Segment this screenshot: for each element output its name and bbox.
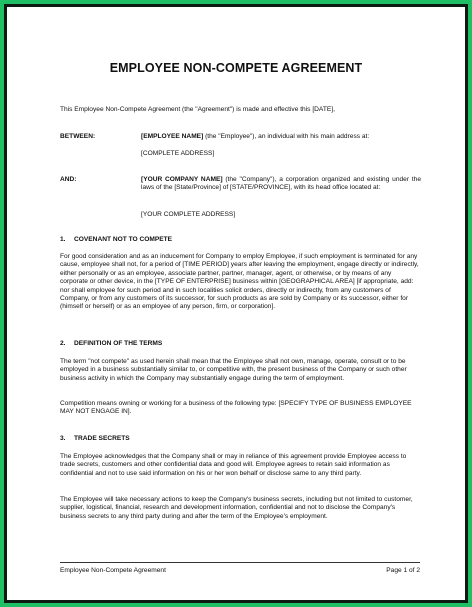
document-title: EMPLOYEE NON-COMPETE AGREEMENT <box>109 61 363 75</box>
between-party <box>141 133 421 141</box>
section-heading <box>60 340 162 348</box>
document-page <box>7 7 465 600</box>
section-number: 3. <box>60 435 66 442</box>
and-label: AND: <box>60 176 77 183</box>
company-address: [YOUR COMPLETE ADDRESS] <box>141 211 236 218</box>
between-text: (the "Employee"), an individual with his main address at: <box>203 133 370 140</box>
section-paragraph: The term "not compete" as used herein shall mean that the Employee shall not own, manage, operate, consult or to be employed in a business substantially similar to, or competitive with, the present business of the Company or such other business activity in which the Company may substantially engage during the term of employment. <box>60 358 407 382</box>
section-heading <box>60 236 172 244</box>
employee-name-placeholder: [EMPLOYEE NAME] <box>141 133 204 140</box>
section-paragraph: For good consideration and as an inducement for Company to employ Employee, if such employment is terminated for any cause, employee shall not, for a period of [TIME PERIOD] years after leaving the employment, engage directly or indirectly, either personally or as an employee, associate partner, partner, manager, agent, or otherwise, or by means of any corporate or other device, in the [TYPE OF ENTERPRISE] business within [GEOGRAPHICAL AREA] [if appropriate, add: nor shall employee for such period and in such localities solicit orders, directly or indirectly, from any customers of Company, or from any customers of its successor, for such products as are sold by Company or its successor, either for (himself or herself) or as an employee of any person, firm, or corporation]. <box>60 253 419 311</box>
section-paragraph: Competition means owning or working for a business of the following type: [SPECIFY TYPE OF BUSINESS EMPLOYEE MAY NOT ENGAGE IN]. <box>60 400 412 416</box>
footer-page-number: Page 1 of 2 <box>386 567 420 574</box>
footer-document-name: Employee Non-Compete Agreement <box>60 567 166 574</box>
section-title: DEFINITION OF THE TERMS <box>74 340 163 347</box>
section-heading <box>60 435 130 443</box>
intro-paragraph: This Employee Non-Compete Agreement (the "Agreement") is made and effective this [DATE], <box>60 106 335 113</box>
section-title: COVENANT NOT TO COMPETE <box>74 236 173 243</box>
between-label: BETWEEN: <box>60 133 96 140</box>
footer-divider <box>60 562 420 563</box>
section-number: 1. <box>60 236 66 243</box>
section-number: 2. <box>60 340 66 347</box>
company-name-placeholder: [YOUR COMPANY NAME] <box>141 176 223 183</box>
employee-address: [COMPLETE ADDRESS] <box>141 150 215 157</box>
section-title: TRADE SECRETS <box>74 435 130 442</box>
section-paragraph: The Employee will take necessary actions to keep the Company's business secrets, including but not limited to customer, supplier, logistical, financial, research and development information, confidential and not to disclose the Company's business secrets to any third party during and after the term of the Employee's employment. <box>60 496 413 520</box>
section-paragraph: The Employee acknowledges that the Company shall or may in reliance of this agreement provide Employee access to trade secrets, customers and other confidential data and good will. Employee agrees to retain said information as confidential and not to use said information on his or her won behalf or disclose same to any third party. <box>60 453 407 477</box>
and-party <box>141 176 421 193</box>
and-text: (the "Company"), a corporation organized and existing under the laws of the [State/Province] of [STATE/PROVINCE], with its head office located at: <box>141 176 421 192</box>
